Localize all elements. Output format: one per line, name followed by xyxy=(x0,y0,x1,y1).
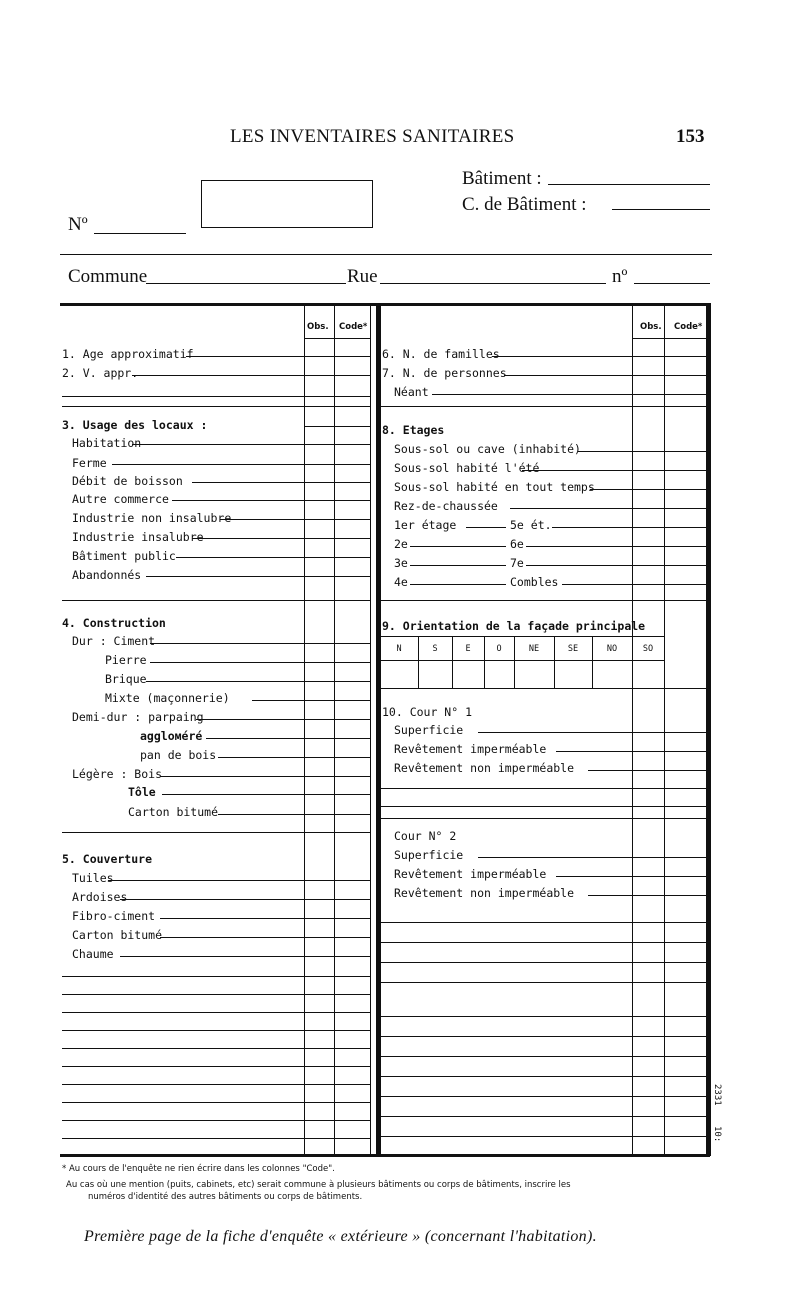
no-line xyxy=(94,233,186,234)
field-line xyxy=(218,814,370,815)
table-right-border xyxy=(706,303,711,1156)
section-divider xyxy=(380,406,708,407)
field-line xyxy=(62,1138,370,1139)
field-line xyxy=(162,794,370,795)
floor-6-label: 6e xyxy=(510,537,524,551)
orientation-grid-bottom xyxy=(380,688,708,689)
field-line xyxy=(410,584,506,585)
section-divider xyxy=(380,600,708,601)
rue-line xyxy=(380,283,606,284)
section-6-label: 6. N. de familles xyxy=(382,347,500,361)
field-line xyxy=(62,1120,370,1121)
field-line xyxy=(478,857,708,858)
cour2-label: Cour N° 2 xyxy=(394,829,457,843)
field-line xyxy=(146,681,370,682)
field-line xyxy=(410,565,506,566)
usage-item: Débit de boisson xyxy=(72,474,183,488)
field-line xyxy=(552,527,708,528)
construction-item: Légère : Bois xyxy=(72,767,163,781)
usage-item: Abandonnés xyxy=(72,568,142,582)
construction-item: Demi-dur : parpaing xyxy=(72,710,204,724)
left-obs-col-line xyxy=(304,303,305,1156)
section-1-label: 1. Age approximatif xyxy=(62,347,194,361)
section-5-label: 5. Couverture xyxy=(62,852,153,866)
side-code-b: 10: xyxy=(712,1126,722,1143)
floor-item: Sous-sol habité en tout temps xyxy=(394,480,595,494)
field-line xyxy=(176,557,370,558)
field-line xyxy=(252,700,370,701)
field-line xyxy=(380,1096,708,1097)
field-line xyxy=(526,546,708,547)
field-line xyxy=(172,500,370,501)
field-line xyxy=(62,1048,370,1049)
construction-item: aggloмéré xyxy=(140,729,203,743)
orientation-ne: NE xyxy=(528,644,540,654)
usage-item: Industrie non insalubre xyxy=(72,511,232,525)
construction-item: Pierre xyxy=(105,653,147,667)
field-line xyxy=(192,538,370,539)
field-line xyxy=(380,922,708,923)
id-box xyxy=(201,180,373,228)
field-line xyxy=(522,470,708,471)
section-divider xyxy=(380,1016,708,1017)
code-header-right: Code* xyxy=(674,322,703,332)
field-line xyxy=(62,1030,370,1031)
roof-item: Fibro-ciment xyxy=(72,909,156,923)
c-batiment-line xyxy=(612,209,710,210)
footnote-1: * Au cours de l'enquête ne rien écrire dans les colonnes "Code". xyxy=(62,1164,335,1174)
orientation-se: SE xyxy=(567,644,579,654)
field-line xyxy=(578,451,708,452)
field-line xyxy=(510,508,708,509)
floor-item: Sous-sol ou cave (inhabité) xyxy=(394,442,581,456)
orientation-n: N xyxy=(396,644,402,654)
commune-line xyxy=(146,283,346,284)
field-line xyxy=(556,751,708,752)
field-line xyxy=(186,356,370,357)
field-line xyxy=(380,962,708,963)
field-line xyxy=(196,719,370,720)
field-line xyxy=(62,1066,370,1067)
cour1-item: Revêtement non imperméable xyxy=(394,761,575,775)
side-code-a: 2331 xyxy=(712,1084,722,1106)
field-line xyxy=(556,876,708,877)
field-line xyxy=(380,1036,708,1037)
field-line xyxy=(192,482,370,483)
footnote-3: numéros d'identité des autres bâtiments ou corps de bâtiments. xyxy=(88,1192,363,1202)
separator-line xyxy=(60,254,712,255)
floor-1-label: 1er étage xyxy=(394,518,457,532)
field-line xyxy=(380,1136,708,1137)
field-line xyxy=(112,464,370,465)
cour2-item: Revêtement non imperméable xyxy=(394,886,575,900)
field-line xyxy=(62,994,370,995)
orientation-e: E xyxy=(465,644,471,654)
field-line xyxy=(62,1012,370,1013)
field-line xyxy=(466,527,506,528)
code-header-left: Code* xyxy=(339,322,368,332)
right-obs-col-line xyxy=(632,303,633,1156)
field-line xyxy=(588,770,708,771)
field-line xyxy=(380,1056,708,1057)
field-line xyxy=(150,643,370,644)
field-line xyxy=(562,584,708,585)
usage-item: Bâtiment public xyxy=(72,549,176,563)
floor-4-label: 4e xyxy=(394,575,408,589)
field-line xyxy=(160,937,370,938)
field-line xyxy=(526,565,708,566)
figure-caption: Première page de la fiche d'enquête « extérieure » (concernant l'habitation). xyxy=(84,1228,597,1245)
field-line xyxy=(108,880,370,881)
construction-item: Mixte (maçonnerie) xyxy=(105,691,230,705)
field-line xyxy=(410,546,506,547)
orientation-o: O xyxy=(496,644,502,654)
section-7-label: 7. N. de personnes xyxy=(382,366,507,380)
orientation-grid-mid xyxy=(380,660,664,661)
roof-item: Chaume xyxy=(72,947,114,961)
section-8-label: 8. Etages xyxy=(382,423,445,437)
field-line xyxy=(380,1116,708,1117)
field-line xyxy=(380,788,708,789)
page-number: 153 xyxy=(676,126,705,147)
floor-item: Sous-sol habité l'été xyxy=(394,461,540,475)
commune-label: Commune xyxy=(68,266,148,287)
construction-item: Carton bitumé xyxy=(128,805,219,819)
section-10-label: 10. Cour N° 1 xyxy=(382,705,473,719)
batiment-label: Bâtiment : xyxy=(462,168,542,189)
field-line xyxy=(432,394,708,395)
table-bottom-border xyxy=(60,1154,710,1157)
floor-2-label: 2e xyxy=(394,537,408,551)
section-divider xyxy=(380,818,708,819)
cour1-item: Superficie xyxy=(394,723,464,737)
neant-label: Néant xyxy=(394,385,429,399)
batiment-line xyxy=(548,184,710,185)
field-line xyxy=(380,806,708,807)
field-line xyxy=(206,738,370,739)
floor-7-label: 7e xyxy=(510,556,524,570)
rue-label: Rue xyxy=(347,266,378,287)
usage-item: Ferme xyxy=(72,456,107,470)
roof-item: Tuiles xyxy=(72,871,114,885)
c-batiment-label: C. de Bâtiment : xyxy=(462,194,587,215)
field-line xyxy=(220,519,370,520)
section-3-label: 3. Usage des locaux : xyxy=(62,418,208,432)
construction-item: Tôle xyxy=(128,785,156,799)
field-line xyxy=(478,732,708,733)
field-line xyxy=(218,757,370,758)
usage-item: Industrie insalubre xyxy=(72,530,204,544)
cour2-item: Revêtement imperméable xyxy=(394,867,547,881)
section-divider xyxy=(62,600,370,601)
orientation-grid-top xyxy=(380,636,664,637)
floor-item: Rez-de-chaussée xyxy=(394,499,498,513)
field-line xyxy=(62,1084,370,1085)
section-divider xyxy=(62,406,370,407)
field-line xyxy=(62,396,370,397)
section-2-label: 2. V. appr. xyxy=(62,366,139,380)
usage-item: Autre commerce xyxy=(72,492,169,506)
field-line xyxy=(492,356,708,357)
field-line xyxy=(62,976,370,977)
field-line xyxy=(132,444,370,445)
cour2-item: Superficie xyxy=(394,848,464,862)
field-line xyxy=(132,375,370,376)
obs-header-right: Obs. xyxy=(640,322,662,332)
section-4-label: 4. Construction xyxy=(62,616,166,630)
section-9-label: 9. Orientation de la façade principale xyxy=(382,619,646,633)
orientation-s: S xyxy=(432,644,438,654)
section-divider xyxy=(62,832,370,833)
construction-item: Brique xyxy=(105,672,147,686)
obs-header-left: Obs. xyxy=(307,322,329,332)
page-header-title: LES INVENTAIRES SANITAIRES xyxy=(230,126,515,147)
field-line xyxy=(304,426,370,427)
field-line xyxy=(380,982,708,983)
roof-item: Ardoises xyxy=(72,890,128,904)
construction-item: pan de bois xyxy=(140,748,217,762)
left-code-col-line xyxy=(334,303,335,1156)
center-divider xyxy=(376,303,381,1156)
field-line xyxy=(160,776,370,777)
field-line xyxy=(120,899,370,900)
header-underline-right xyxy=(632,338,708,339)
orientation-no: NO xyxy=(606,644,618,654)
num-label: nº xyxy=(612,266,628,287)
field-line xyxy=(160,918,370,919)
field-line xyxy=(150,662,370,663)
roof-item: Carton bitumé xyxy=(72,928,163,942)
field-line xyxy=(380,1076,708,1077)
field-line xyxy=(380,942,708,943)
table-top-border xyxy=(60,303,710,306)
no-label: Nº xyxy=(68,214,88,235)
left-code-col-end xyxy=(370,303,371,1156)
field-line xyxy=(590,489,708,490)
cour1-item: Revêtement imperméable xyxy=(394,742,547,756)
floor-3-label: 3e xyxy=(394,556,408,570)
header-underline-left xyxy=(304,338,370,339)
num-line xyxy=(634,283,710,284)
field-line xyxy=(62,1102,370,1103)
usage-item: Habitation xyxy=(72,436,142,450)
footnote-2: Au cas où une mention (puits, cabinets, etc) serait commune à plusieurs bâtiments ou corps de bâtiments, inscrire les xyxy=(66,1180,571,1190)
field-line xyxy=(146,576,370,577)
field-line xyxy=(504,375,708,376)
construction-item: Dur : Ciment xyxy=(72,634,156,648)
field-line xyxy=(588,895,708,896)
combles-label: Combles xyxy=(510,575,559,589)
floor-5-label: 5e ét. xyxy=(510,518,552,532)
field-line xyxy=(120,956,370,957)
right-code-col-line xyxy=(664,303,665,1156)
orientation-so: SO xyxy=(642,644,654,654)
